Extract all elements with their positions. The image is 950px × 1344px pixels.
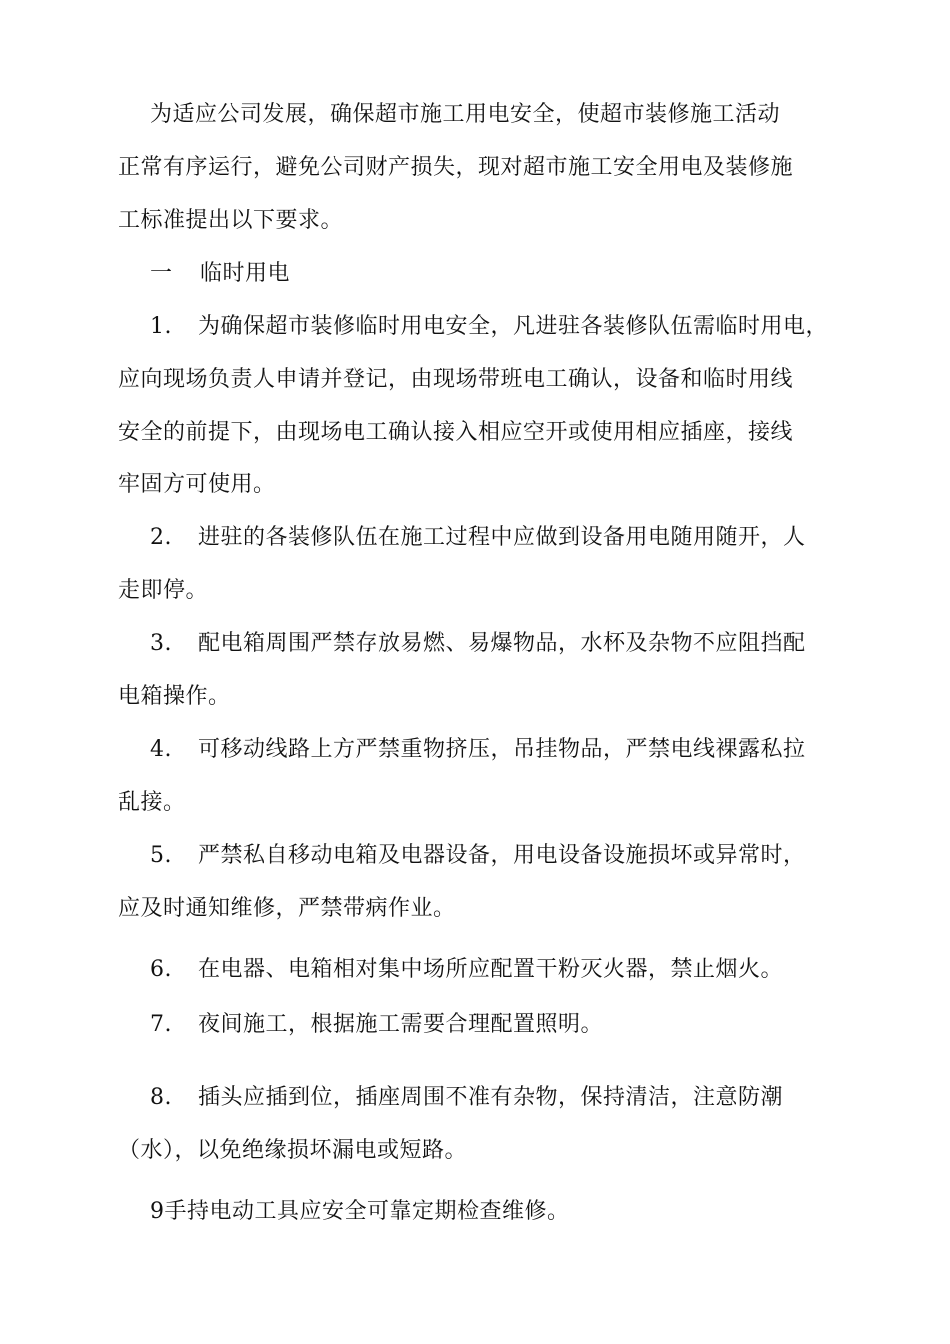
item-text: 配电箱周围严禁存放易燃、易爆物品，水杯及杂物不应阻挡配 <box>198 631 806 656</box>
item-continuation: 应及时通知维修，严禁带病作业。 <box>118 896 456 921</box>
item-text: 插头应插到位，插座周围不准有杂物，保持清洁，注意防潮 <box>198 1085 784 1110</box>
list-item-9: 9手持电动工具应安全可靠定期检查维修。 <box>150 1199 570 1224</box>
item-continuation: 走即停。 <box>118 578 209 603</box>
item-number: 3. <box>150 631 172 656</box>
list-item <box>150 841 806 871</box>
list-item <box>150 1083 783 1113</box>
intro-line-3: 工标准提出以下要求。 <box>118 208 344 233</box>
item-number: 1. <box>150 314 172 339</box>
item-number: 8. <box>150 1085 172 1110</box>
item-continuation: 电箱操作。 <box>118 684 231 709</box>
list-item <box>150 523 806 553</box>
item-number: 7. <box>150 1012 172 1037</box>
item-continuation: 安全的前提下，由现场电工确认接入相应空开或使用相应插座，接线 <box>118 420 794 445</box>
item-text: 在电器、电箱相对集中场所应配置干粉灭火器，禁止烟火。 <box>198 957 784 982</box>
item-number: 5. <box>150 843 172 868</box>
item-continuation: 牢固方可使用。 <box>118 472 276 497</box>
intro-line-1: 为适应公司发展，确保超市施工用电安全，使超市装修施工活动 <box>150 102 781 127</box>
list-item <box>150 629 806 659</box>
list-item <box>150 735 806 765</box>
section-number: 一 <box>150 261 173 286</box>
item-text: 进驻的各装修队伍在施工过程中应做到设备用电随用随开，人 <box>198 525 806 550</box>
item-text: 可移动线路上方严禁重物挤压，吊挂物品，严禁电线裸露私拉 <box>198 737 806 762</box>
item-text: 为确保超市装修临时用电安全，凡进驻各装修队伍需临时用电， <box>198 314 829 339</box>
item-continuation: （水），以免绝缘损坏漏电或短路。 <box>118 1138 468 1163</box>
item-text: 夜间施工，根据施工需要合理配置照明。 <box>198 1012 604 1037</box>
section-heading <box>150 259 290 289</box>
item-text: 严禁私自移动电箱及电器设备，用电设备设施损坏或异常时， <box>198 843 806 868</box>
list-item <box>150 312 828 342</box>
intro-line-2: 正常有序运行，避免公司财产损失，现对超市施工安全用电及装修施 <box>118 155 794 180</box>
item-number: 4. <box>150 737 172 762</box>
item-continuation: 乱接。 <box>118 790 186 815</box>
section-title: 临时用电 <box>200 261 291 286</box>
list-item <box>150 955 783 985</box>
list-item <box>150 1010 603 1040</box>
item-continuation: 应向现场负责人申请并登记，由现场带班电工确认，设备和临时用线 <box>118 367 794 392</box>
item-number: 6. <box>150 957 172 982</box>
item-number: 2. <box>150 525 172 550</box>
